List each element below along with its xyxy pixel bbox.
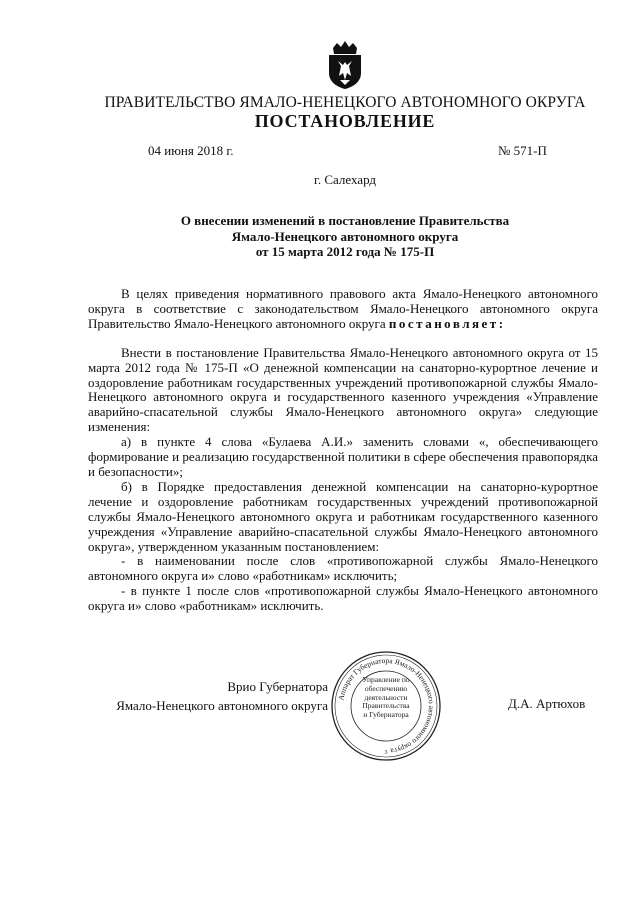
document-number: № 571-П bbox=[498, 143, 547, 158]
title-line-3: от 15 марта 2012 года № 175-П bbox=[255, 244, 435, 259]
signatory-title-line-2: Ямало-Ненецкого автономного округа bbox=[116, 697, 328, 713]
seal-mark: 3 bbox=[384, 750, 388, 756]
seal-center-line-5: и Губернатора bbox=[363, 710, 409, 720]
main-paragraph: Внести в постановление Правительства Ямало-Ненецкого автономного округа от 15 марта 2012 года № 175-П «О денежной компенсации на санаторно-курортное лечение и оздоровление работникам государственных учреждений противопожарной службы Ямало-Ненецкого автономного округа и государственного казенного учреждения «Управление аварийно-спасательной службы Ямало-Ненецкого автономного округа» следующие изменения: bbox=[88, 344, 598, 435]
dash-item-2: - в пункте 1 после слов «противопожарной службы Ямало-Ненецкого автономного округа и» слово «работникам» исключить. bbox=[88, 583, 598, 614]
item-b-paragraph: б) в Порядке предоставления денежной компенсации на санаторно-курортное лечение и оздоровление работникам государственных учреждений противопожарной службы Ямало-Ненецкого автономного округа и работникам государственного казенного учреждения «Управление аварийно-спасательной службы Ямало-Ненецкого автономного округа», утвержденном указанным постановлением: bbox=[88, 478, 598, 554]
seal-center-line-4: Правительства bbox=[362, 701, 410, 711]
seal-center-line-3: деятельности bbox=[364, 692, 408, 702]
dash-item-1: - в наименовании после слов «противопожарной службы Ямало-Ненецкого автономного округа и» слово «работникам» исключить; bbox=[88, 553, 598, 584]
document-body bbox=[88, 287, 598, 614]
seal-center-line-1: Управление по bbox=[362, 675, 410, 684]
decree-word: постановляет: bbox=[388, 315, 506, 331]
title-line-2: Ямало-Ненецкого автономного округа bbox=[231, 228, 459, 244]
document-type: ПОСТАНОВЛЕНИЕ bbox=[254, 111, 436, 131]
signatory-title bbox=[88, 678, 328, 715]
item-a-paragraph: а) в пункте 4 слова «Булаева А.И.» заменить словами «, обеспечивающего формирование и реализацию государственной политики в сфере обеспечения правопорядка и безопасности»; bbox=[88, 434, 598, 479]
signatory-name: Д.А. Артюхов bbox=[508, 696, 586, 711]
title-line-1: О внесении изменений в постановление Правительства bbox=[180, 213, 510, 228]
intro-text: В целях приведения нормативного правового акта Ямало-Ненецкого автономного округа в соответствие с законодательством Ямало-Ненецкого автономного округа Правительство Ямало-Ненецкого автономного округа bbox=[88, 286, 598, 331]
organization-name: ПРАВИТЕЛЬСТВО ЯМАЛО-НЕНЕЦКОГО АВТОНОМНОГО ОКРУГА bbox=[104, 94, 586, 111]
signatory-title-line-1: Врио Губернатора bbox=[227, 679, 328, 694]
seal-ring-path: Аппарат Губернатора Ямало-Ненецкого автономного округа bbox=[336, 655, 437, 756]
seal-center-text bbox=[357, 676, 415, 720]
coat-of-arms-icon bbox=[326, 40, 364, 90]
document-city: г. Салехард bbox=[313, 172, 377, 187]
document-title bbox=[120, 213, 570, 260]
document-date: 04 июня 2018 г. bbox=[148, 143, 234, 158]
intro-paragraph bbox=[88, 287, 598, 332]
seal-center-line-2: обеспечению bbox=[364, 683, 408, 693]
